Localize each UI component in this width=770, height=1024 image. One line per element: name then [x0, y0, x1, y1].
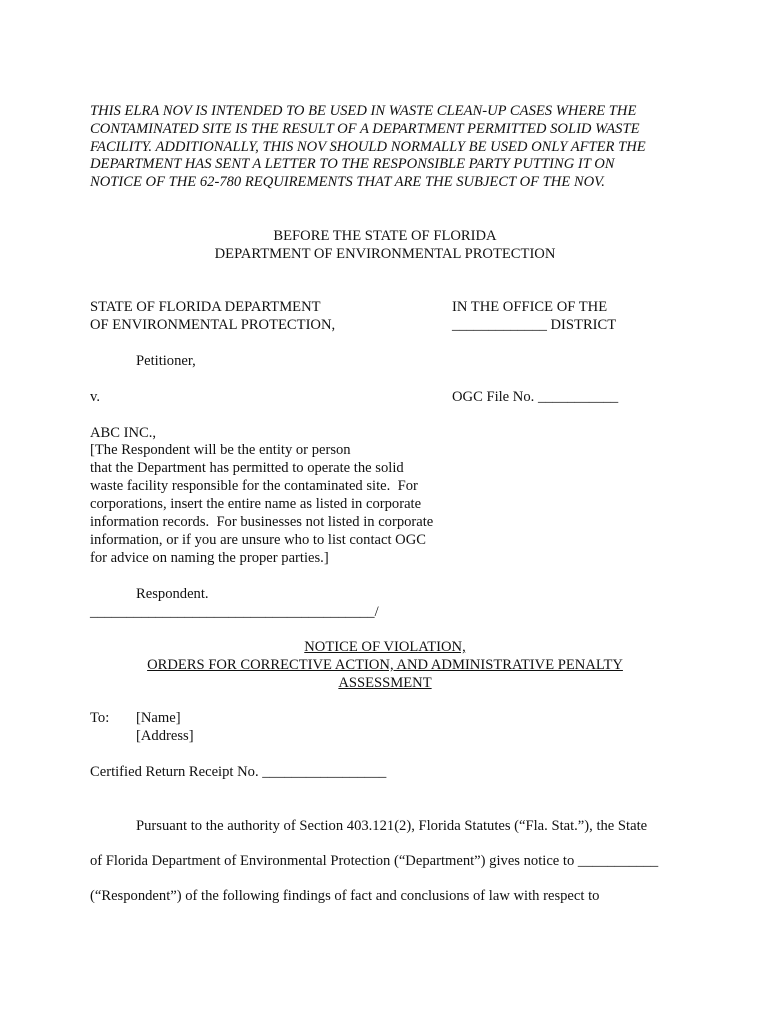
respondent-note-line: information, or if you are unsure who to list contact OGC — [90, 532, 426, 548]
court-line: BEFORE THE STATE OF FLORIDA — [273, 228, 497, 244]
caption-rule: _______________________________________/ — [90, 604, 379, 620]
body-line: Pursuant to the authority of Section 403.121(2), Florida Statutes (“Fla. Stat.”), the State — [136, 818, 648, 834]
to-label: To: — [90, 710, 110, 726]
instruction-line: FACILITY. ADDITIONALLY, THIS NOV SHOULD NORMALLY BE USED ONLY AFTER THE — [90, 139, 646, 155]
instruction-line: NOTICE OF THE 62-780 REQUIREMENTS THAT ARE THE SUBJECT OF THE NOV. — [90, 174, 605, 190]
respondent-note-line: for advice on naming the proper parties.] — [90, 550, 329, 566]
title-line: NOTICE OF VIOLATION, — [304, 639, 466, 655]
instruction-line: THIS ELRA NOV IS INTENDED TO BE USED IN WASTE CLEAN-UP CASES WHERE THE — [90, 103, 637, 119]
versus-label: v. — [90, 389, 100, 405]
office-line: IN THE OFFICE OF THE — [452, 299, 608, 315]
respondent-label: Respondent. — [136, 586, 209, 602]
respondent-note-line: information records. For businesses not listed in corporate — [90, 514, 434, 530]
respondent-note-line: that the Department has permitted to operate the solid — [90, 460, 404, 476]
respondent-note-line: corporations, insert the entire name as listed in corporate — [90, 496, 422, 512]
petitioner-name: STATE OF FLORIDA DEPARTMENT — [90, 299, 321, 315]
ogc-file-number: OGC File No. ___________ — [452, 389, 619, 405]
respondent-name: ABC INC., — [90, 425, 157, 441]
district-line: _____________ DISTRICT — [452, 317, 617, 333]
body-line: (“Respondent”) of the following findings of fact and conclusions of law with respect to — [90, 888, 600, 904]
instruction-line: CONTAMINATED SITE IS THE RESULT OF A DEPARTMENT PERMITTED SOLID WASTE — [90, 121, 640, 137]
recipient-name: [Name] — [136, 710, 181, 726]
petitioner-name: OF ENVIRONMENTAL PROTECTION, — [90, 317, 336, 333]
title-line: ORDERS FOR CORRECTIVE ACTION, AND ADMINISTRATIVE PENALTY — [147, 657, 623, 673]
court-line: DEPARTMENT OF ENVIRONMENTAL PROTECTION — [214, 246, 556, 262]
petitioner-label: Petitioner, — [136, 353, 196, 369]
instruction-line: DEPARTMENT HAS SENT A LETTER TO THE RESPONSIBLE PARTY PUTTING IT ON — [90, 156, 615, 172]
title-line: ASSESSMENT — [338, 675, 432, 691]
certified-receipt: Certified Return Receipt No. _________________ — [90, 764, 387, 780]
body-line: of Florida Department of Environmental Protection (“Department”) gives notice to ___________ — [90, 853, 659, 869]
recipient-address: [Address] — [136, 728, 194, 744]
respondent-note-line: waste facility responsible for the contaminated site. For — [90, 478, 418, 494]
respondent-note-line: [The Respondent will be the entity or person — [90, 442, 351, 458]
